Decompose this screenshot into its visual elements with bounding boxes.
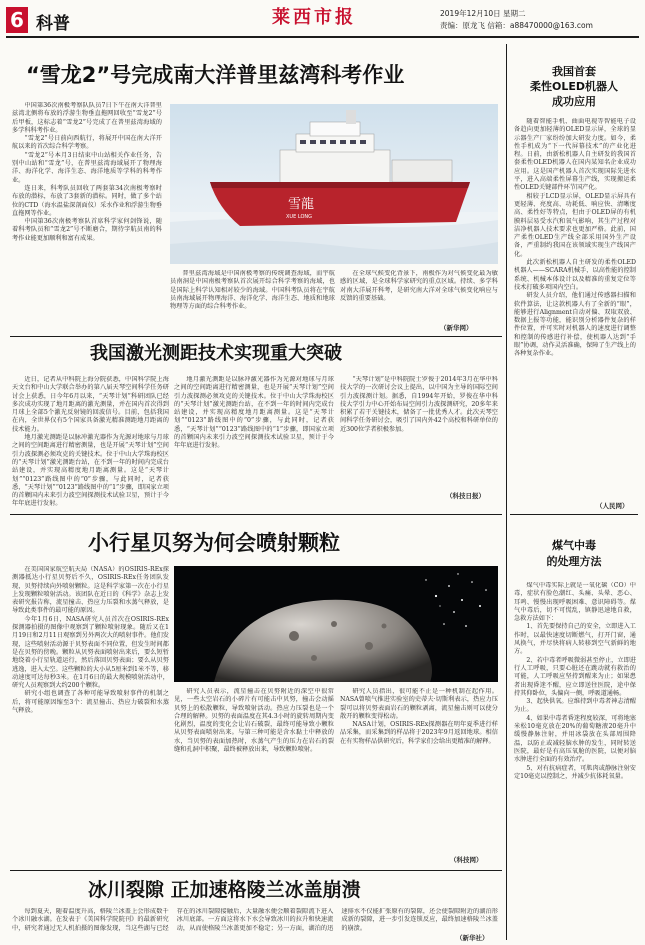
masthead-logo: 莱西市报: [272, 7, 356, 28]
article1-para: 普里兹湾海域是中国南极考察的传统调查海域，而宇航员南洞是中国南极考察队首次展开综合科学考察的海域，也是国际上科学认知相对较少的海域。中国科考队员将在宇航员南海域展开物理海洋、海洋化学、海洋生态、地质和地球物理等方面的综合科考作业。: [170, 270, 335, 311]
sidebar2-title-line: 的处理方法: [546, 555, 602, 568]
article4-body: [12, 908, 498, 942]
article1-col3: [340, 270, 498, 326]
article3-col1: [12, 566, 169, 868]
asteroid-photo: [174, 566, 498, 682]
article1-source: （新华网）: [440, 324, 473, 332]
article3-para: 研究人员表示，流星撞击在贝努附近的深空中很常见，一些太空岩石的小碎片有可能击中贝努，撞击会动摇贝努上的松散颗粒，导致喷射活动。热应力压裂也是一个合理的解释。贝努的表面温度在其4.3小时的旋转周期内变化剧烈，温度的变化会让岩石破裂，最终可能导致小颗粒从贝努表面喷射出来。与第三种可能是含水黏土中释放的水，当贝努的表面加热时，水蒸气产生的压力在岩石的裂缝和孔洞中积聚，最终被释放出来，导致颗粒喷射。: [174, 688, 334, 754]
article2-col3: [340, 376, 498, 486]
article2-para: 近日，记者从中科院上海分院获悉，中国科学院上海天文台和中山大学联合举办的第八届天琴空间科学任务研讨会上获悉，日今年6月以来，“天琴计划”科研团队已经多次成功实现了地月距离的激光测量，并在国内首次得到月球上全部5个激光反射镜的回波信号。目前，包括我国在内，全世界仅有5个国家具备激光精准测距地月距离的技术能力。: [12, 376, 169, 433]
article4-para: 每到夏天，随着温度升高，格陵兰冰盖上会形成数千个冰川融水湖。在发表于《美国科学院院刊》的最新研究中，研究者通过无人机拍摄的图像发现，当这些湖与已经存在的冰川裂隙接触后，大量融水便会顺着裂隙流下进入冰川底部。一方面这将水下水会导致冰川的拉升和快速流动，从而使格陵兰冰盖更加不稳定；另一方面，湖泊的迅速排水不仅能扩张原有的裂隙，还会使裂隙附近的湖泊形成新的裂隙，进一步引发连锁反应，最终加速格陵兰冰盖的崩溃。: [12, 908, 498, 932]
article2-para: 地月激光测距是以脉冲激光器作为光源对地球与月球之间的空间距离进行精密测量，也是开展“天琴计划”空间引力波探测必须攻克的关键技术。位于中山大学珠海校区的“天琴计划”激光测距台站，在不到一年的时间内完成台站建设，并实现高精度地月距离测量。这是“天琴计划”“0123”路线图中的“0”步骤，与此同时，记者获悉，“天琴计划”“0123”路线图中的“1”步骤，即国家立项的首颗国内未来引力波空间探测技术试验卫星，预计于今年年底进行发射。: [12, 434, 169, 508]
article3-col2: [174, 688, 334, 866]
sidebar2-para: 2、若中毒者呼吸微弱甚至停止，立即进行人工呼吸，只要心脏还在跳动就有救治的可能，人工呼吸应坚持到醒来为止；如果患者出现昏迷不醒，应立即送往医院，途中保持其仰卧位，头偏向一侧，呼吸道通畅。: [514, 656, 636, 697]
article3-title: 小行星贝努为何会喷射颗粒: [88, 531, 340, 555]
article4-source: （新华社）: [456, 934, 489, 942]
sidebar1-para: 此次新松机器人自主研发的柔性OLED机器人——SCARA机械手，以高性能的控制系统、机械本体设计以及精准的重复定位等技术打破多项国内空白。: [514, 259, 636, 291]
article3-source: （科技网）: [450, 856, 483, 864]
page-header: [0, 0, 645, 38]
sidebar-rule: [510, 514, 638, 515]
article1-para: “雪龙2”号日前向西航行，将展开中国在南大洋开航以来的首次综合科学考察。: [12, 135, 162, 151]
article1-col1: [12, 102, 162, 326]
article3-para: 在美国国家航空航天局（NASA）的OSIRIS-REx探测器抵达小行星贝努后不久，OSIRIS-REx任务团队发现，贝努持续向外喷射颗粒。这是科学家第一次在小行星上发现颗粒喷射活动。该团队在近日的《科学》杂志上发表研究报告称，流星撞击、热应力压裂和水蒸气释放，是导致此类事件的最可能的原因。: [12, 566, 169, 615]
article1-para: 中国第36次南极考察队队员7日下午在南大洋普里兹湾北侧将布放的浮游生物垂直拖网回收至“雪龙2”号后甲板，这标志着“雪龙2”号完成了在普里兹湾海域的多学科科考作业。: [12, 102, 162, 134]
divider-3: [10, 870, 502, 871]
sidebar1-title-line: 柔性OLED机器人: [529, 80, 618, 93]
article3-para: 研究人员指出，很可能不止是一种机制在起作用。NASA曾喷气推进实验室的史蒂夫·切斯利表示，热应力压裂可以将贝努表面岩石的颗粒剥离，流星撞击则可以使分散开的颗粒变得松动。: [340, 688, 498, 720]
header-rule: [6, 36, 639, 38]
article3-para: 研究小组也调查了各种可能导致喷射事件的机制之后，将可能原因缩至3个：流星撞击、热应力破裂和水蒸气释放。: [12, 690, 169, 715]
article1-para: 在全球气候变化背景下，南极作为对气候变化最为敏感的区域，是全球科学家研究的重点区域。持续、多学科对南大洋展开科考，是研究南大洋对全球气候变化响应与反馈的重要基础。: [340, 270, 498, 302]
article3-col3: [340, 688, 498, 856]
editor-line: 责编：原龙飞 信箱：a88470000@163.com: [440, 21, 593, 30]
article1-col2: [170, 270, 335, 332]
article2-para: 地月激光测距是以脉冲激光器作为光源对地球与月球之间的空间距离进行精密测量，也是开展“天琴计划”空间引力波探测必须攻克的关键技术。位于中山大学珠海校区的“天琴计划”激光测距台站，在不到一年的时间内完成台站建设，并实现高精度地月距离测量。这是“天琴计划”“0123”路线图中的“0”步骤，与此同时，记者获悉，“天琴计划”“0123”路线图中的“1”步骤，即国家立项的首颗国内未来引力波空间探测技术试验卫星，预计于今年年底进行发射。: [174, 376, 334, 450]
article3-para: 今年1月6日，NASA研究人员首次在OSIRIS-REx探测器拍摄的图像中观察到了颗粒喷射现象。随后又在1月19日和2月11日观察到另外两次大的喷射事件。他们发现，这些喷射活动源于贝努表面不同位置，但发生时间都是在贝努的傍晚。颗粒从贝努表面喷射出来后，要么短暂地绕着小行星轨道运行，然后落回贝努表面；要么从贝努逃逸，进入太空。这些颗粒的大小从5厘米到1米不等，移动速度可达每秒3米。在1月6日的最大规模喷射活动中，研究人员观察到大约200个颗粒。: [12, 615, 169, 690]
article2-source: （科技日报）: [446, 492, 485, 500]
sidebar2-para: 煤气中毒实际上就是一氧化碳（CO）中毒，症状有脸色潮红、头痛、头晕、恶心、耳鸣、慢慢出现呼吸困难、意识障碍等。煤气中毒后，切不可慌乱，镇静迅速地自救，急救方法如下：: [514, 582, 636, 623]
sidebar-divider: [506, 44, 507, 940]
sidebar1-para: 随着智能手机、曲面电视等智能电子设备趋向更加轻薄的OLED显示屏，全球的显示器生产厂家纷纷加大研发力度。如今，柔性手机成为“下一代屏幕技术”的产业化进程。日前，由新松机器人自主研发的我国首套柔性OLED机器人在国内某知名企业成功应用。这是国产机器人首次实现国际先进水平，进入高端柔性屏幕生产线，实现搬运柔性OLED关键部件环节国产化。: [514, 118, 636, 192]
sidebar2-body: [514, 582, 636, 940]
article1-para: 中国第36次南极考察队首席科学家何剑锋说，随着科考队员和“雪龙2”号不断磨合，期待字航员南的科考作业能更加顺利和富有成果。: [12, 218, 162, 242]
sidebar2-para: 1、首先要保持自己的安全，立即进入工作时，以最快速度切断燃气，打开门窗，通风换气，并尽快将病人转移到空气新鲜的地方。: [514, 623, 636, 656]
article2-para: “天琴计划”是中科院院士罗俊于2014年3月在华中科技大学的一次研讨会议上提出，以中国为主导的国际空间引力波探测计划。据悉，自1994年开始，罗俊在华中科技大学引力中心开始布局空间引力波探测研究，20多年来积累了若干关键技术，储备了一批优秀人才。此次天琴空间科学任务研讨会，吸引了国内外42个高校和科研单位的近300位学者积极参加。: [340, 376, 498, 433]
article2-title: 我国激光测距技术实现重大突破: [90, 343, 342, 364]
sidebar2-para: 3、起快供氧。应维持到中毒者神志清醒为止。: [514, 698, 636, 714]
ship-hull-name: 雪龍: [288, 197, 315, 212]
article3-para: NASA计划，OSIRIS-REx探测器在明年夏季进行样品采集，而采集到的样品将于2023年9月返回地球。相信在有实物样品供研究后，科学家们会给出更精准的解释。: [340, 721, 498, 745]
article1-para: “雪龙2”号本月3日结束中山站相关作业任务，告别中山站和“雪龙”号，在普里兹湾海域展开了物理海洋、海洋化学、海洋生态、海洋地质等学科的科考作业。: [12, 151, 162, 184]
sidebar1-para: 相较于LCD显示屏，OLED显示屏具有更轻薄、亮度高、功耗低、响应快、清晰度高、柔性好等特点，但由于OLED屏的有机膜料层易受水汽和氧气影响，其生产过程对洁净机器人技术要求也更加严格。此前，国产柔性OLED生产线全部采用国外生产设备，严重制约我国在该领域实现生产线国产化。: [514, 192, 636, 258]
icebreaker-photo: [170, 104, 498, 264]
article4-title: 冰川裂隙 正加速格陵兰冰盖崩溃: [88, 879, 361, 901]
divider-1: [10, 336, 502, 337]
sidebar2-title: [512, 538, 636, 570]
article1-title: “雪龙2”号完成南大洋普里兹湾科考作业: [26, 63, 405, 87]
sidebar2-para: 4、如果中毒者昏迷程度较深，可将地塞米松10毫克放在20%的葡萄糖液20毫升中缓慢静脉注射，并用冰袋放在头部周围降温，以防止或减轻脑水肿的发生，同时转送医院，最好是有高压氧舱的医院，以便对脑水肿进行全面的有效治疗。: [514, 714, 636, 764]
ship-hull-name-en: XUE LONG: [286, 214, 312, 220]
issue-date: 2019年12月10日 星期二: [440, 9, 526, 18]
sidebar1-title-line: 我国首套: [552, 65, 596, 78]
article1-para: 连日来，科考队员回收了两套第34次南极考察时布放的潜标，布放了3套新的潜标。同时，做了多个站位的CTD（海水温盐深剖面仪）采水作业和浮游生物垂直拖网等作业。: [12, 184, 162, 217]
article2-col2: [174, 376, 334, 510]
sidebar2-title-line: 煤气中毒: [552, 539, 596, 552]
divider-2: [10, 514, 502, 515]
sidebar1-title-line: 成功应用: [552, 95, 596, 108]
sidebar2-para: 5、对有抗病症者，可肌肉或静脉注射安定10毫克以控制之，并减少抗体耗氧量。: [514, 764, 636, 780]
sidebar1-body: [514, 118, 636, 502]
sidebar1-source: （人民网）: [596, 502, 629, 510]
page-number: 6: [6, 7, 28, 33]
sidebar1-title: [512, 64, 636, 109]
sidebar1-para: 研发人员介绍，他们通过传感器扫描和软件算法，让这款机器人有了全新的“眼”，能够进行Alignment自动对偏、双取双放、数据上报等功能，能识别分析器件复杂的样件位置，并可实时对机器人的速度进行调整和控制的传感进行补偿，使机器人达到“手眼”协调，动作灵活准确，保障了生产线上的各种复杂作业。: [514, 292, 636, 358]
article2-col1: [12, 376, 169, 510]
section-title: 科普: [36, 14, 70, 34]
